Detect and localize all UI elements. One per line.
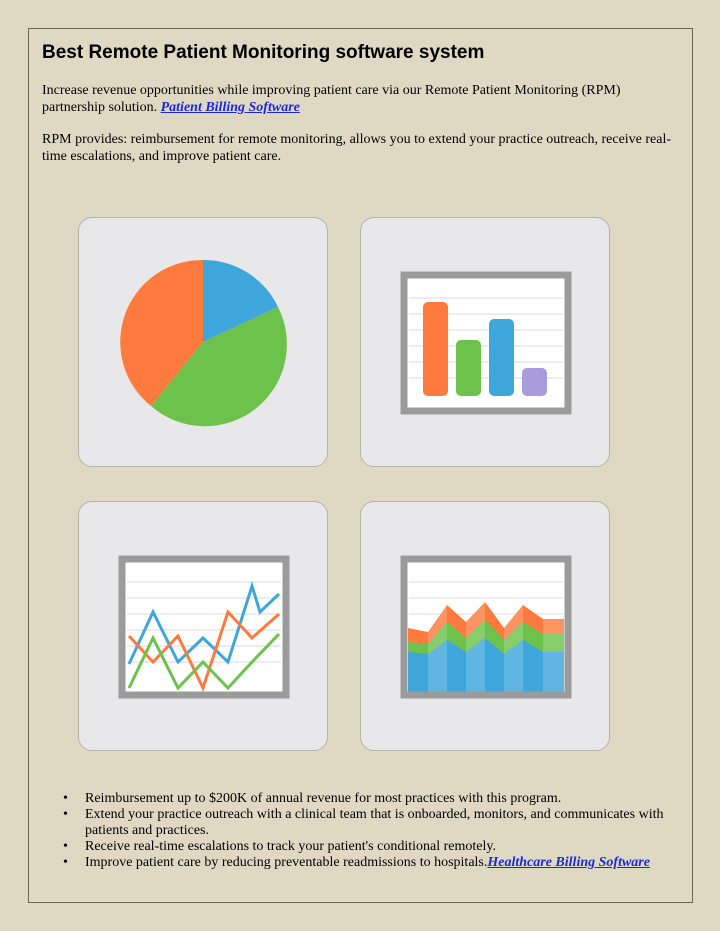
list-item [85, 791, 685, 807]
list-item [85, 855, 685, 871]
list-item [85, 807, 685, 839]
healthcare-billing-software-link[interactable]: Healthcare Billing Software [487, 855, 650, 870]
bar-blue [489, 319, 514, 396]
rpm-paragraph: RPM provides: reimbursement for remote monitoring, allows you to extend your practice outreach, receive real-time escalations, and improve patient care. [42, 132, 672, 164]
bullet-text: Extend your practice outreach with a clinical team that is onboarded, monitors, and communicates with patients and practices. [85, 807, 664, 838]
intro-text: Increase revenue opportunities while improving patient care via our Remote Patient Monitoring (RPM) partnership solution. [42, 83, 621, 115]
area-chart-tile [360, 501, 610, 751]
bar-chart-tile [360, 217, 610, 467]
bar-chart-icon [361, 218, 611, 468]
line-chart-icon [79, 502, 329, 752]
patient-billing-software-link[interactable]: Patient Billing Software [160, 100, 300, 115]
benefits-list [85, 791, 685, 871]
area-chart-icon [361, 502, 611, 752]
bar-green [456, 340, 481, 396]
bullet-text: Improve patient care by reducing preventable readmissions to hospitals. [85, 855, 488, 870]
bullet-text: Reimbursement up to $200K of annual revenue for most practices with this program. [85, 791, 562, 806]
line-chart-tile [78, 501, 328, 751]
bullet-text: Receive real-time escalations to track your patient's conditional remotely. [85, 839, 496, 854]
pie-chart-tile [78, 217, 328, 467]
intro-paragraph [42, 82, 682, 116]
bar-orange [423, 302, 448, 396]
page-title: Best Remote Patient Monitoring software system [42, 42, 485, 63]
pie-chart-icon [79, 218, 329, 468]
list-item [85, 839, 685, 855]
bar-purple [522, 368, 547, 396]
